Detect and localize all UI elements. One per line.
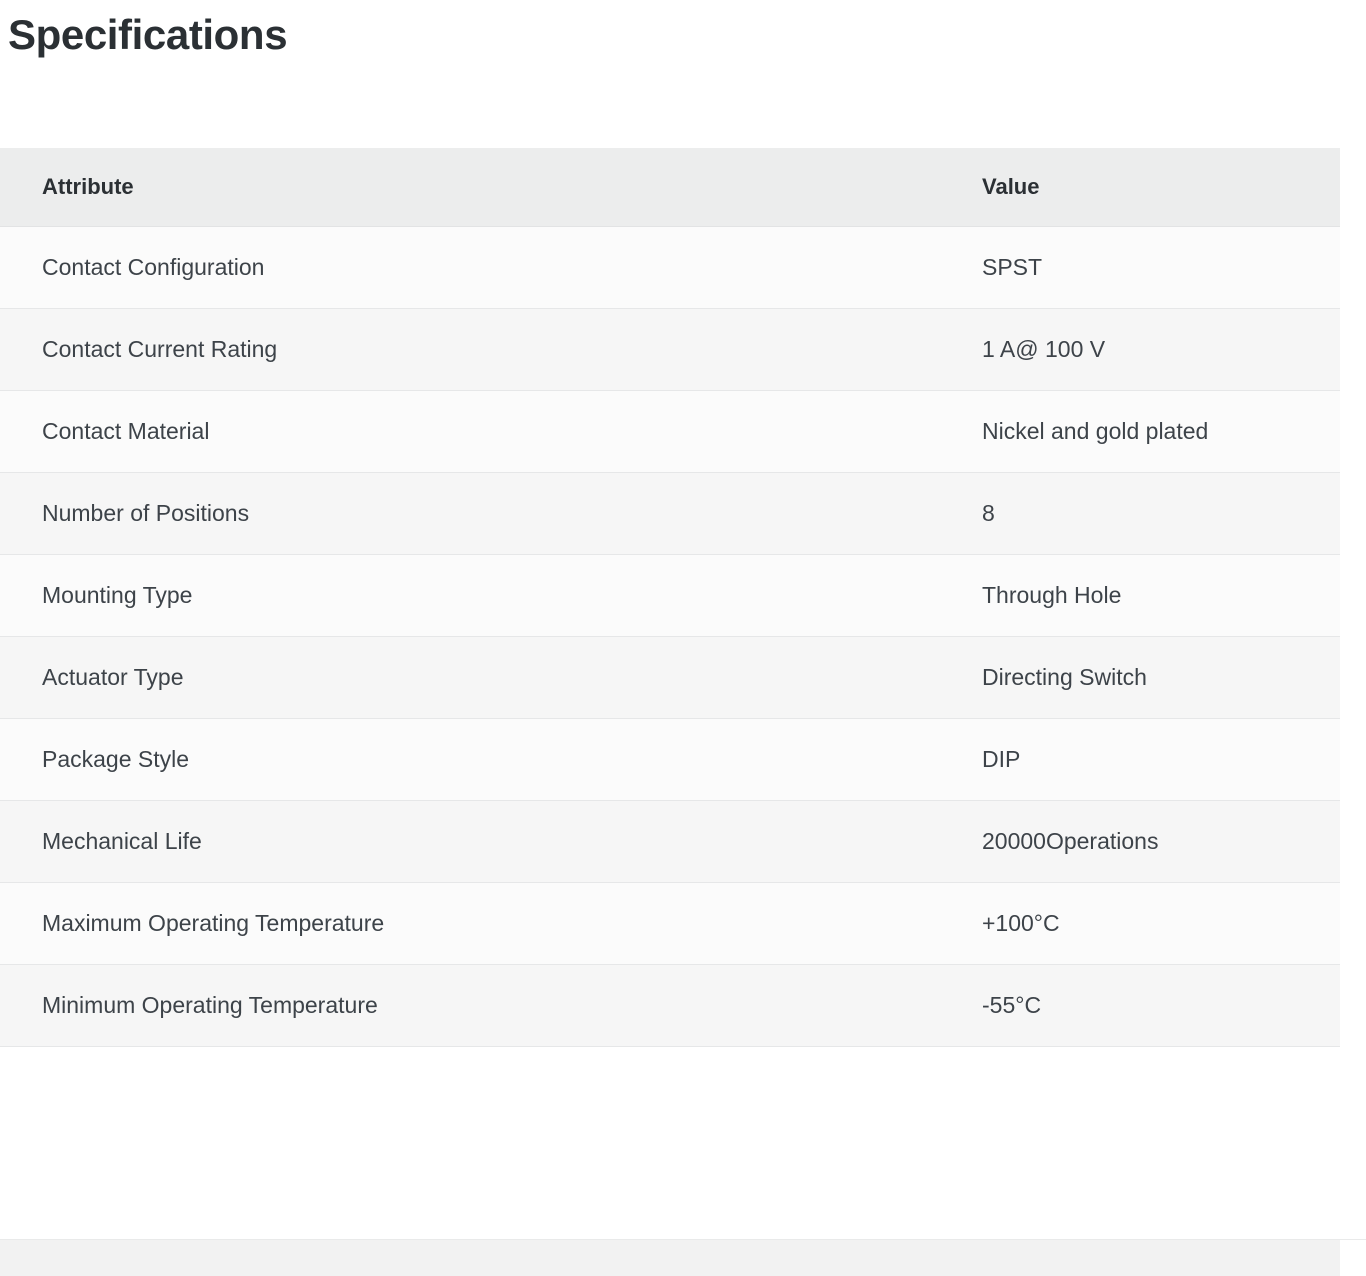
specifications-table bbox=[0, 148, 1340, 1047]
cell-attribute: Contact Configuration bbox=[0, 227, 950, 309]
cell-value: Directing Switch bbox=[950, 637, 1340, 719]
cell-attribute: Maximum Operating Temperature bbox=[0, 883, 950, 965]
cell-attribute: Contact Material bbox=[0, 391, 950, 473]
table-row bbox=[0, 637, 1340, 719]
table-row bbox=[0, 309, 1340, 391]
cell-value: +100°C bbox=[950, 883, 1340, 965]
cell-attribute: Contact Current Rating bbox=[0, 309, 950, 391]
specifications-table-container bbox=[0, 148, 1340, 1047]
footer-placeholder bbox=[0, 1240, 1340, 1276]
table-row bbox=[0, 227, 1340, 309]
cell-value: Through Hole bbox=[950, 555, 1340, 637]
cell-value: -55°C bbox=[950, 965, 1340, 1047]
table-header bbox=[0, 148, 1340, 227]
cell-attribute: Mounting Type bbox=[0, 555, 950, 637]
table-row bbox=[0, 555, 1340, 637]
cell-value: Nickel and gold plated bbox=[950, 391, 1340, 473]
page-footer-strip bbox=[0, 1239, 1366, 1276]
page-title: Specifications bbox=[8, 11, 288, 58]
table-row bbox=[0, 719, 1340, 801]
table-row bbox=[0, 965, 1340, 1047]
cell-attribute: Number of Positions bbox=[0, 473, 950, 555]
table-row bbox=[0, 473, 1340, 555]
cell-value: DIP bbox=[950, 719, 1340, 801]
table-body bbox=[0, 227, 1340, 1047]
table-row bbox=[0, 801, 1340, 883]
cell-attribute: Mechanical Life bbox=[0, 801, 950, 883]
cell-value: SPST bbox=[950, 227, 1340, 309]
cell-attribute: Minimum Operating Temperature bbox=[0, 965, 950, 1047]
table-row bbox=[0, 883, 1340, 965]
cell-value: 8 bbox=[950, 473, 1340, 555]
column-header-value: Value bbox=[950, 148, 1340, 227]
cell-value: 20000Operations bbox=[950, 801, 1340, 883]
cell-attribute: Actuator Type bbox=[0, 637, 950, 719]
table-row bbox=[0, 391, 1340, 473]
column-header-attribute: Attribute bbox=[0, 148, 950, 227]
table-header-row bbox=[0, 148, 1340, 227]
cell-value: 1 A@ 100 V bbox=[950, 309, 1340, 391]
cell-attribute: Package Style bbox=[0, 719, 950, 801]
